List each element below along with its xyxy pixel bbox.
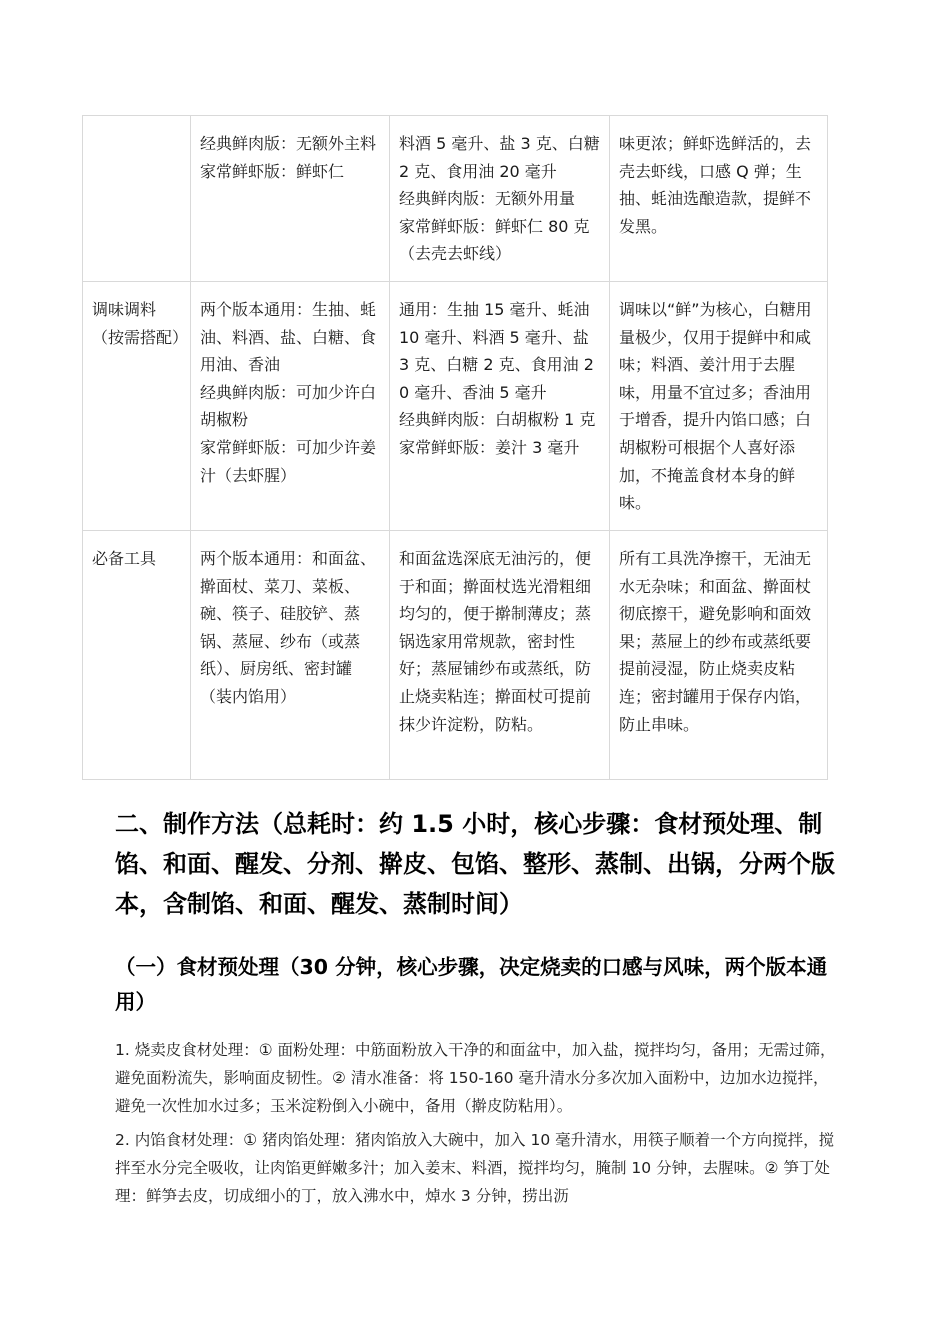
table-cell-amounts: 和面盆选深底无油污的，便于和面；擀面杖选光滑粗细均匀的，便于擀制薄皮；蒸锅选家用常规款，密封性好；蒸屉铺纱布或蒸纸，防止烧卖粘连；擀面杖可提前抹少许淀粉，防粘。 [390, 531, 610, 780]
paragraph-dough-prep: 1. 烧卖皮食材处理：① 面粉处理：中筋面粉放入干净的和面盆中，加入盐，搅拌均匀，备用；无需过筛，避免面粉流失，影响面皮韧性。② 清水准备：将 150-160 毫升清水分多次加入面粉中，边加水边搅拌，避免一次性加水过多；玉米淀粉倒入小碗中，备用（擀皮防粘用）。 [115, 1041, 836, 1115]
table-row [83, 116, 828, 282]
paragraph-filling-prep: 2. 内馅食材处理：① 猪肉馅处理：猪肉馅放入大碗中，加入 10 毫升清水，用筷子顺着一个方向搅拌，搅拌至水分完全吸收，让肉馅更鲜嫩多汁；加入姜末、料酒，搅拌均匀，腌制 10 分钟，去腥味。② 笋丁处理：鲜笋去皮，切成细小的丁，放入沸水中，焯水 3 分钟，捞出沥 [115, 1131, 835, 1205]
table-cell-category: 必备工具 [83, 531, 191, 780]
section-heading: 二、制作方法（总耗时：约 1.5 小时，核心步骤：食材预处理、制馅、和面、醒发、分剂、擀皮、包馅、整形、蒸制、出锅，分两个版本，含制馅、和面、醒发、蒸制时间） [115, 810, 835, 918]
table-row [83, 531, 828, 780]
table-cell-notes: 所有工具洗净擦干，无油无水无杂味；和面盆、擀面杖彻底擦干，避免影响和面效果；蒸屉上的纱布或蒸纸要提前浸湿，防止烧卖皮粘连；密封罐用于保存内馅，防止串味。 [610, 531, 828, 780]
table-cell-ingredients: 经典鲜肉版：无额外主料 家常鲜虾版：鲜虾仁 [191, 116, 390, 282]
table-cell-ingredients: 两个版本通用：和面盆、擀面杖、菜刀、菜板、碗、筷子、硅胶铲、蒸锅、蒸屉、纱布（或蒸纸）、厨房纸、密封罐（装内馅用） [191, 531, 390, 780]
table-cell-category [83, 116, 191, 282]
table-cell-notes: 味更浓；鲜虾选鲜活的，去壳去虾线，口感 Q 弹；生抽、蚝油选酿造款，提鲜不发黑。 [610, 116, 828, 282]
table-cell-amounts: 通用：生抽 15 毫升、蚝油 10 毫升、料酒 5 毫升、盐 3 克、白糖 2 克、食用油 20 毫升、香油 5 毫升 经典鲜肉版：白胡椒粉 1 克 家常鲜虾版：姜汁 3 毫升 [390, 282, 610, 531]
table-cell-ingredients: 两个版本通用：生抽、蚝油、料酒、盐、白糖、食用油、香油 经典鲜肉版：可加少许白胡椒粉 家常鲜虾版：可加少许姜汁（去虾腥） [191, 282, 390, 531]
table-cell-category: 调味调料（按需搭配） [83, 282, 191, 531]
ingredients-table [82, 115, 828, 780]
subsection-heading: （一）食材预处理（30 分钟，核心步骤，决定烧卖的口感与风味，两个版本通用） [115, 955, 828, 1014]
table-cell-notes: 调味以“鲜”为核心，白糖用量极少，仅用于提鲜中和咸味；料酒、姜汁用于去腥味，用量不宜过多；香油用于增香，提升内馅口感；白胡椒粉可根据个人喜好添加，不掩盖食材本身的鲜味。 [610, 282, 828, 531]
table-cell-amounts: 料酒 5 毫升、盐 3 克、白糖 2 克、食用油 20 毫升 经典鲜肉版：无额外用量 家常鲜虾版：鲜虾仁 80 克（去壳去虾线） [390, 116, 610, 282]
table-row [83, 282, 828, 531]
